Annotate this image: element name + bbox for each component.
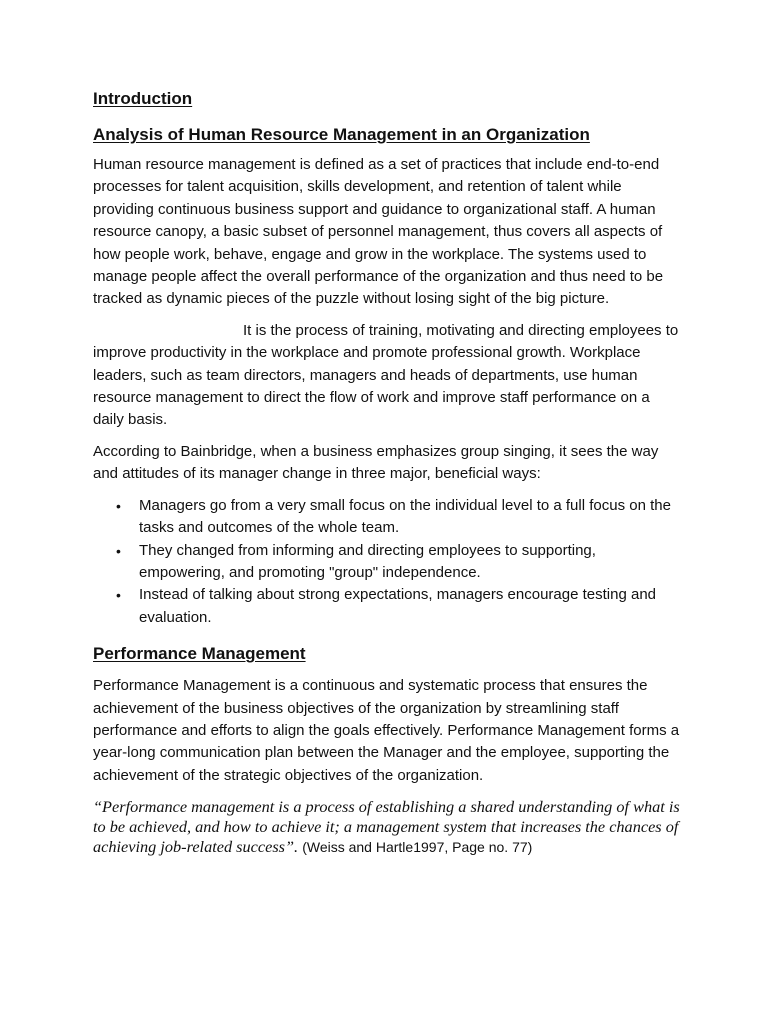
heading-analysis: Analysis of Human Resource Management in an Organization [93,125,590,144]
list-item [116,584,683,629]
quote-text: “Performance management is a process of establishing a shared understanding of what is to be achieved, and how to achieve it; a management system that increases the chances of achieving job-related success”. [93,797,680,857]
bullet-icon: • [116,542,121,559]
list-item-text: They changed from informing and directing employees to supporting, empowering, and promoting "group" independence. [139,541,596,581]
paragraph-performance: Performance Management is a continuous and systematic process that ensures the achievement of the business objectives of the organization by streamlining staff performance and efforts to align the goals effectively. Performance Management forms a year-long communication plan between the Manager and the employee, supporting the achievement of the strategic objectives of the organization. [93,677,680,784]
paragraph-definition: Human resource management is defined as a set of practices that include end-to-end processes for talent acquisition, skills development, and retention of talent while providing continuous business support and guidance to organizational staff. A human resource canopy, a basic subset of personnel management, thus covers all aspects of how people work, behave, engage and grow in the workplace. The systems used to manage people affect the overall performance of the organization and thus need to be tracked as dynamic pieces of the puzzle without losing sight of the big picture. [93,156,664,308]
bullet-icon: • [116,587,121,604]
heading-performance-management: Performance Management [93,644,306,664]
bullet-icon: • [116,497,121,514]
list-item-text: Instead of talking about strong expectations, managers encourage testing and evaluation. [139,586,657,626]
bullet-list [93,495,683,629]
quote-block [93,797,683,857]
document-page [93,88,683,857]
paragraph-bainbridge: According to Bainbridge, when a business emphasizes group singing, it sees the way and attitudes of its manager change in three major, beneficial ways: [93,442,659,483]
list-item [116,540,683,585]
list-item [116,495,683,540]
citation: (Weiss and Hartle1997, Page no. 77) [302,839,533,856]
heading-introduction: Introduction [93,89,193,108]
list-item-text: Managers go from a very small focus on the individual level to a full focus on the tasks and outcomes of the whole team. [139,496,671,537]
paragraph-process: It is the process of training, motivating and directing employees to improve productivity in the workplace and promote professional growth. Workplace leaders, such as team directors, managers and heads of departments, use human resource management to direct the flow of work and improve staff performance on a daily basis. [93,321,679,429]
